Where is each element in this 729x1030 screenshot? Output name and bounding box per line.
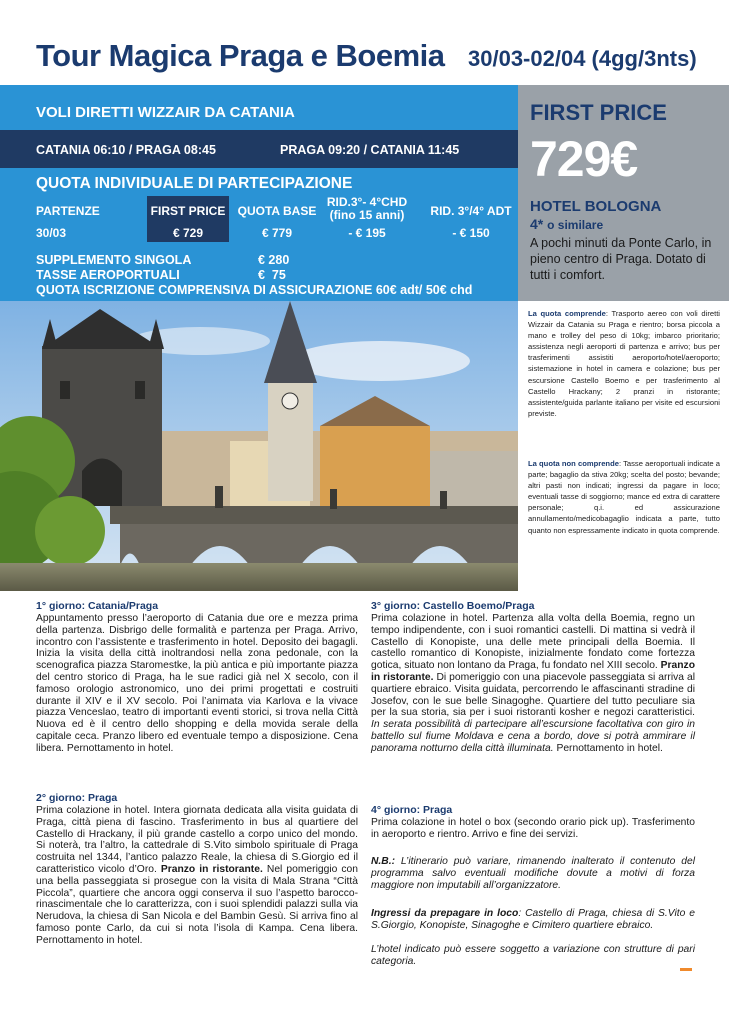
- tour-dates: 30/03-02/04 (4gg/3nts): [468, 46, 697, 71]
- hotel-stars: [530, 216, 603, 232]
- hotel-name: HOTEL BOLOGNA: [530, 198, 662, 215]
- day3-lunch: Pranzo in ristorante.: [371, 660, 695, 683]
- price-value: 729€: [530, 131, 638, 187]
- day2-text-b: Nel pomeriggio con una bella passeggiata si prosegue con la visita di Mala Strana “Città Piccola”, quartiere che ancora oggi conserva il suo l’aspetto barocco-rinascimentale che lo caratterizza, con i suoi splendidi palazzi sulla via Nerudova, la chiesa di San Nicola e del Bambin Gesù. Si arriva fino al famoso ponte Carlo, da cui si nota l’isola di Kampa. Cena libera. Pernottamento in hotel.: [36, 863, 358, 946]
- day4-text: Prima colazione in hotel o box (secondo orario pick up). Trasferimento in aeroporto e rientro. Arrivo e fine dei servizi.: [371, 817, 695, 840]
- included-section: [528, 308, 720, 419]
- cell-quota-base: € 779: [261, 226, 293, 240]
- included-text: : Trasporto aereo con voli diretti Wizzair da Catania su Praga e rientro; borsa piccola a mano e trolley del peso di 10kg; imbarco prioritario; assistenza negli aeroporti di partenza e arrivo; bus per trasferimenti assistiti aeroporto/hotel/aeroporto; sistemazione in hotel in camera e colazione; bus per escursione Castello Boemo e per trasferimento al Castello Hrackany; 2 pranzi in ristorante; assistente/guida parlante italiano per visite ed escursioni previste.: [528, 309, 720, 418]
- header-partenze: PARTENZE: [36, 204, 100, 218]
- supplemento-value: € 280: [258, 253, 290, 267]
- iscrizione-text: QUOTA ISCRIZIONE COMPRENSIVA DI ASSICURAZIONE 60€ adt/ 50€ chd: [36, 283, 473, 297]
- prague-photo-illustration: [0, 301, 518, 591]
- hotel-stars-suffix: o similare: [547, 218, 604, 232]
- day4-title: 4° giorno: Praga: [371, 804, 453, 816]
- day2-text: [36, 805, 358, 947]
- tasse-value: € 75: [258, 268, 286, 282]
- cell-partenze: 30/03: [36, 226, 67, 240]
- cell-first-price: € 729: [172, 226, 204, 240]
- header-first-price: FIRST PRICE: [150, 204, 226, 218]
- day3-text-b: Di pomeriggio con una piacevole passeggiata si arriva al quartiere ebraico. Visita guidata, percorrendo le affascinanti stradine di Josefov, con le sue belle Sinagoghe. Quartiere del tutto peculiare sia per la sua storia, sia per i suoi ristoranti kosher e negozi caratteristici.: [371, 671, 695, 719]
- prague-photo: [0, 301, 518, 591]
- excluded-text: : Tasse aeroportuali indicate a parte; bagaglio da stiva 20kg; scelta del posto; bevande; altri pasti non indicati; ingressi da pagare in loco; eventuali tasse di soggiorno; mance ed extra di carattere personale; q.i. ed assicurazione annullamento/medicobagaglio indicata a parte, tutto quanto non espressamente indicato in quota comprende.: [528, 459, 720, 535]
- day3-text-a: Prima colazione in hotel. Partenza alla volta della Boemia, regno un tempo indipendente, con i suoi romantici castelli. Di mattina si vedrà il Castello di Konopiste, una delle mete principali della Boemia. Il castello romantico di Konopiste, inizialmente fondato come fortezza gotica, situato non lontano da Praga, fu fondato nel XIII secolo.: [371, 613, 695, 672]
- nb-note: [371, 856, 695, 891]
- header-rid-chd-line1: RID.3°- 4°CHD: [326, 195, 408, 209]
- header-rid-adt: RID. 3°/4° ADT: [430, 204, 512, 218]
- quota-title: QUOTA INDIVIDUALE DI PARTECIPAZIONE: [36, 175, 353, 192]
- hotel-note: L’hotel indicato può essere soggetto a variazione con strutture di pari categoria.: [371, 944, 695, 967]
- tasse-label: TASSE AEROPORTUALI: [36, 268, 180, 282]
- flight-return: PRAGA 09:20 / CATANIA 11:45: [280, 143, 460, 157]
- header-rid-chd-line2: (fino 15 anni): [329, 208, 405, 222]
- day3-title: 3° giorno: Castello Boemo/Praga: [371, 600, 535, 612]
- nb-text: L’itinerario può variare, rimanendo inalterato il contenuto del programma salvo eventuali modifiche dovute a motivi di forza maggiore non imputabili all’organizzatore.: [371, 856, 695, 891]
- ingressi-note: [371, 908, 695, 932]
- hotel-description: A pochi minuti da Ponte Carlo, in pieno centro di Praga. Dotato di tutti i comfort.: [530, 236, 712, 282]
- day2-title: 2° giorno: Praga: [36, 792, 118, 804]
- decorative-mark: [680, 968, 692, 971]
- day2-text-a: Prima colazione in hotel. Intera giornata dedicata alla visita guidata di Praga, città piena di fascino. Trasferimento in bus al quartiere del Castello di Hrackany, il più grande castello a corpo unico del mondo. Si noterà, tra l’altro, la cattedrale di S.Vito simbolo spirituale di Praga costruita nel 1344, l’antico palazzo Reale, la chiesa di S.Giorgio ed il caratteristico vicolo d’Oro.: [36, 805, 358, 875]
- excluded-label: La quota non comprende: [528, 459, 619, 468]
- day1-title: 1° giorno: Catania/Praga: [36, 600, 159, 612]
- cell-rid-chd: - € 195: [348, 226, 386, 240]
- supplemento-label: SUPPLEMENTO SINGOLA: [36, 253, 192, 267]
- header-quota-base: QUOTA BASE: [237, 204, 317, 218]
- day3-text-c: Pernottamento in hotel.: [553, 742, 663, 754]
- day3-text: [371, 613, 695, 755]
- first-price-label: FIRST PRICE: [530, 100, 667, 125]
- flight-outbound: CATANIA 06:10 / PRAGA 08:45: [36, 143, 216, 157]
- day3-optional-excursion: In serata possibilità di partecipare all’escursione facoltativa con giro in battello sul fiume Moldava e cena a bordo, dove si potrà ammirare il panorama notturno della città illuminata.: [371, 719, 695, 754]
- day2-lunch: Pranzo in ristorante.: [160, 863, 263, 875]
- hotel-stars-rating: 4*: [530, 216, 544, 232]
- header-rid-chd: [326, 196, 408, 222]
- ingressi-text: : Castello di Praga, chiesa di S.Vito e S.Giorgio, Konopiste, Sinagoghe e Cimitero quartiere ebraico.: [371, 908, 695, 931]
- ingressi-label: Ingressi da prepagare in loco: [371, 908, 519, 919]
- included-label: La quota comprende: [528, 309, 606, 318]
- nb-label: N.B.:: [371, 856, 396, 867]
- cell-rid-adt: - € 150: [452, 226, 490, 240]
- flights-title: VOLI DIRETTI WIZZAIR DA CATANIA: [36, 104, 295, 121]
- page-title: Tour Magica Praga e Boemia: [36, 38, 445, 73]
- excluded-section: [528, 458, 720, 536]
- day1-text: Appuntamento presso l’aeroporto di Catania due ore e mezza prima della partenza. Disbrigo delle formalità e partenza per Praga. Arrivo, incontro con l’assistente e trasferimento in hotel. Deposito dei bagagli. Inizia la visita della città inoltrandosi nella zona pedonale, con la scenografica piazza Staromestke, la più antica e più importante piazza del centro storico di Praga, ha le sue radici già nel X secolo, con il famoso orologio astronomico, uno dei primi progettati e costruiti durante il XIV e il XV secolo. Poi l’animata via Karlova e la vivace piazza Venceslao, teatro di importanti eventi storici, si trova nella Città Nuova ed è il centro dello shopping e della movida serale della capitale ceca. Pranzo libero ed eventuale tempo a disposizione. Cena libera. Pernottamento in hotel.: [36, 613, 358, 754]
